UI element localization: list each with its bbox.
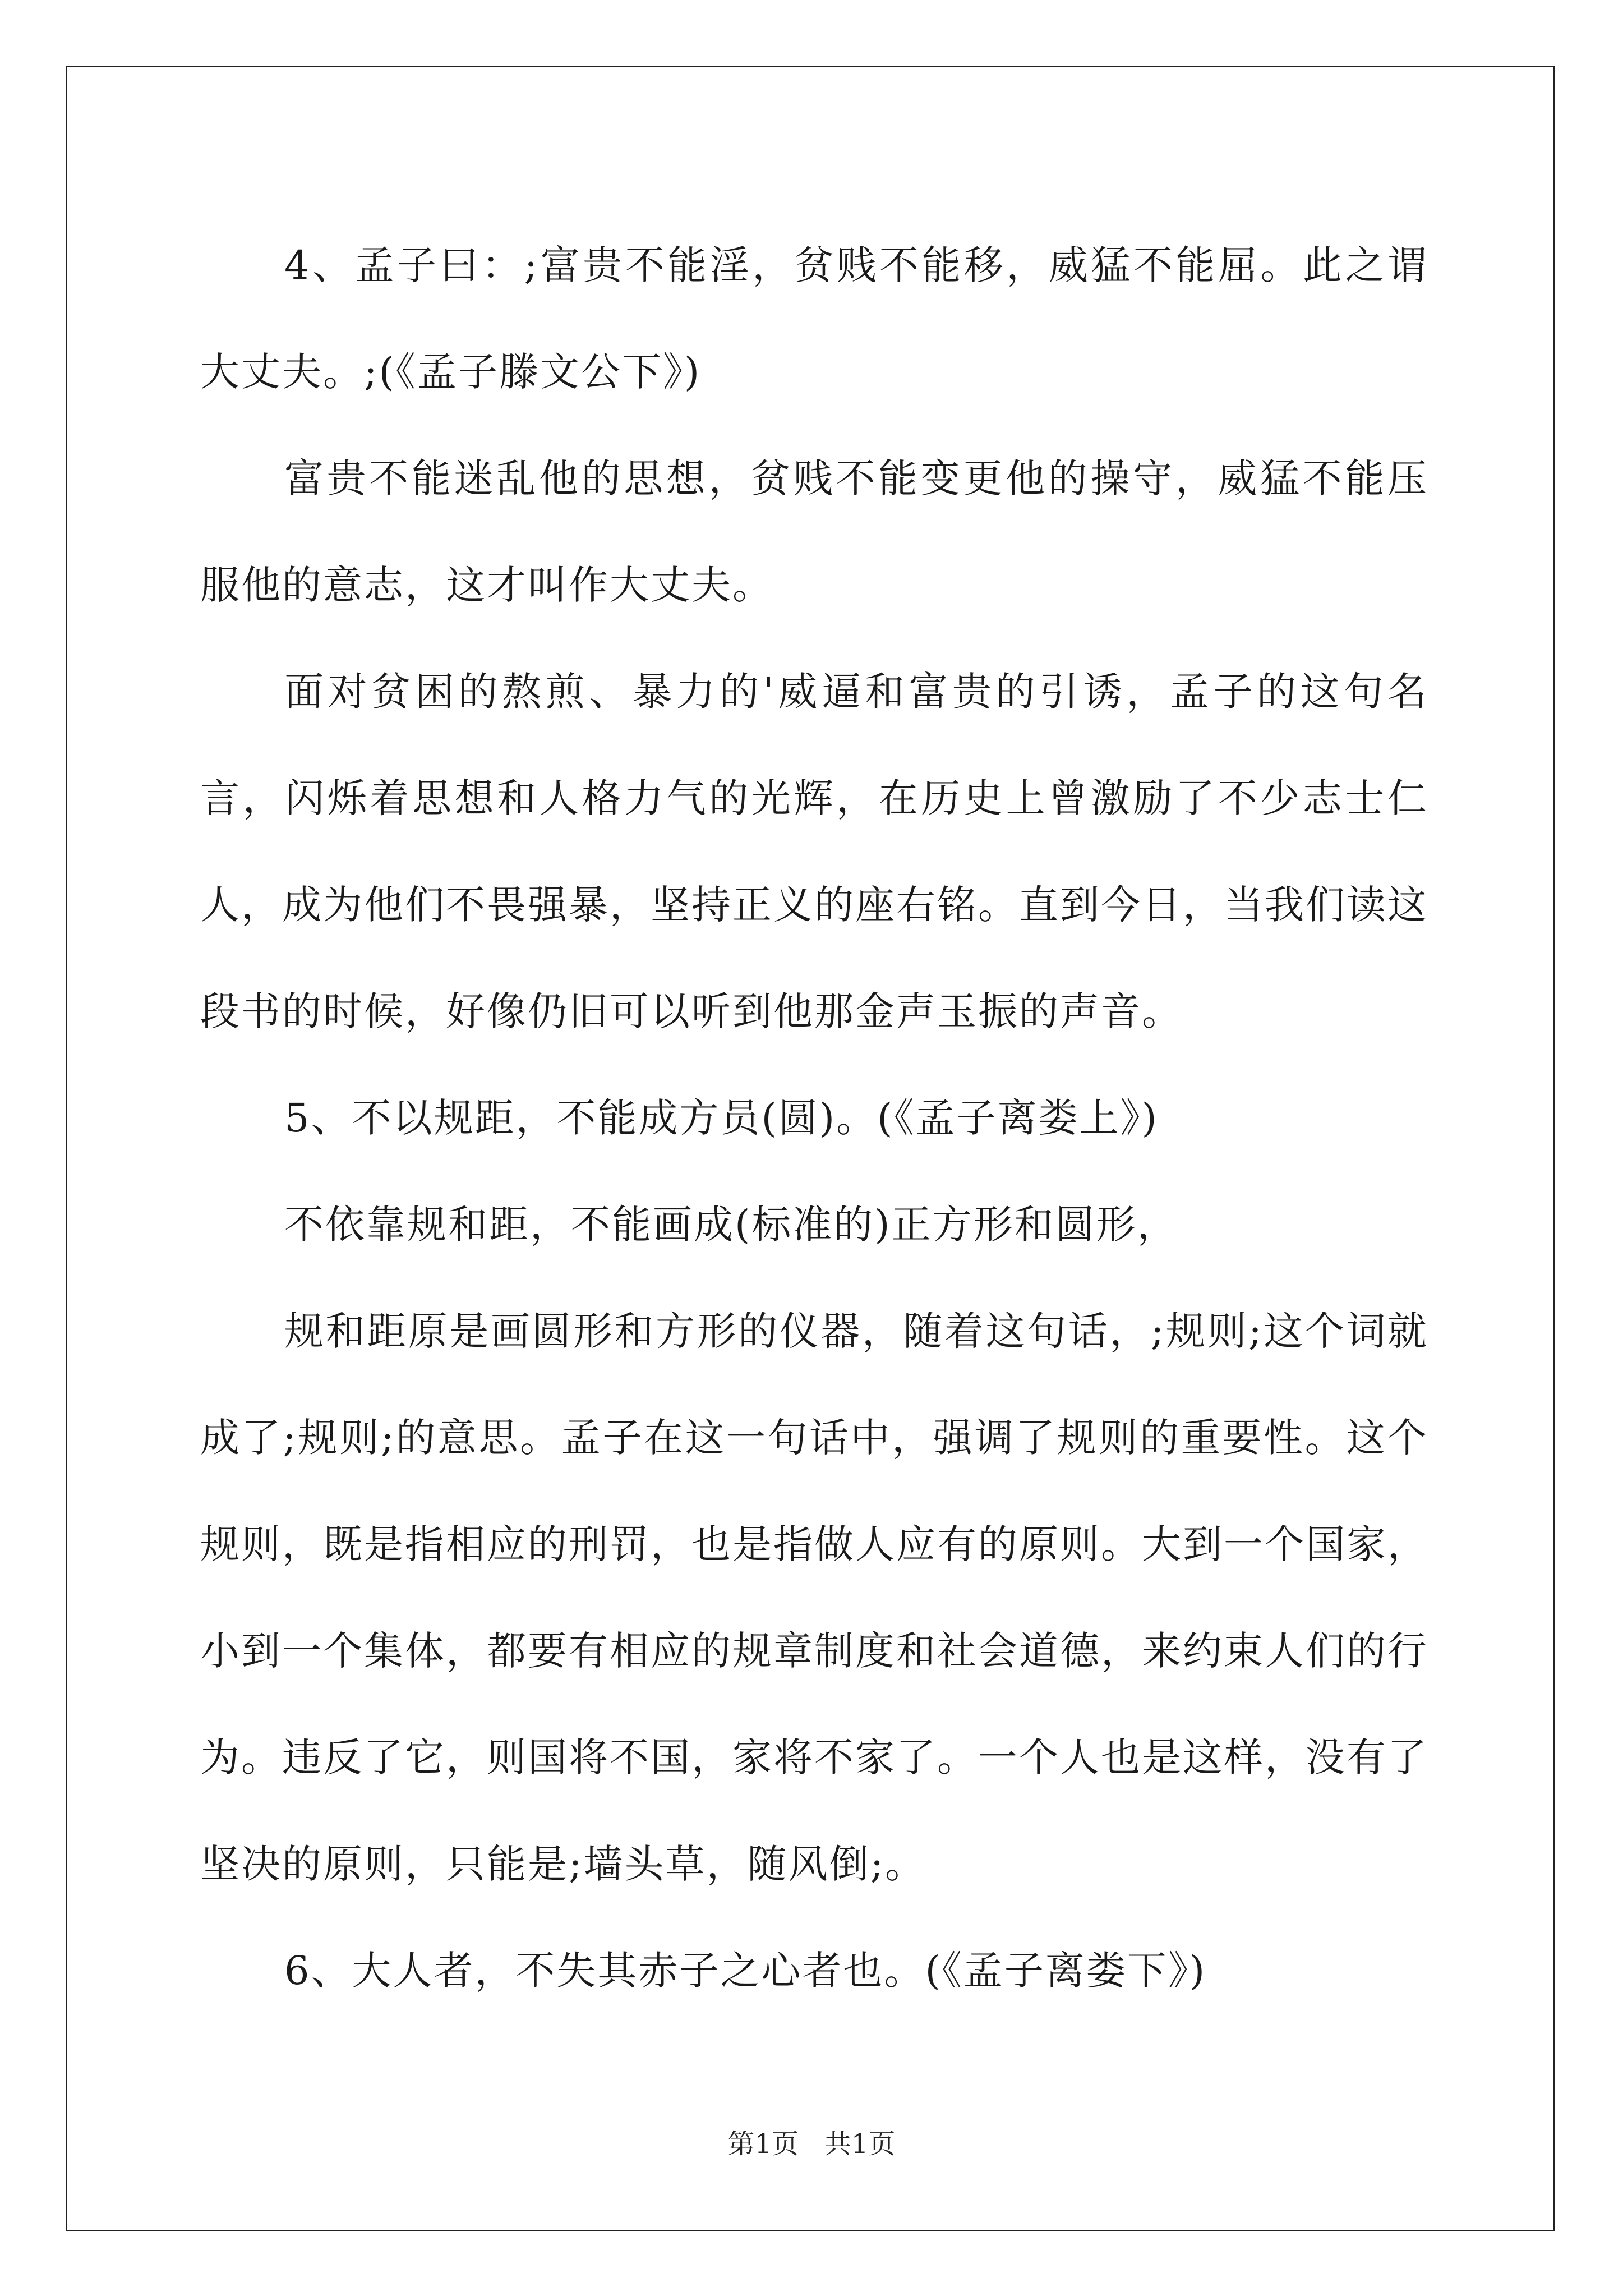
page-number-footer: 第1页 共1页 bbox=[727, 2128, 896, 2160]
paragraph-translation-5: 不依靠规和距，不能画成(标准的)正方形和圆形， bbox=[284, 1202, 1178, 1248]
paragraph-commentary-4: 面对贫困的熬煎、暴力的'威逼和富贵的引诱，孟子的这句名言，闪烁着思想和人格力气的光辉，在历史上曾激励了不少志士仁人，成为他们不畏强暴，坚持正义的座右铭。直到今日，当我们读这段书的时候，好像仍旧可以听到他那金声玉振的声音。 bbox=[200, 669, 1428, 1034]
paragraph-translation-4: 富贵不能迷乱他的思想，贫贱不能变更他的操守，威猛不能压服他的意志，这才叫作大丈夫。 bbox=[200, 455, 1428, 608]
paragraph-commentary-5: 规和距原是画圆形和方形的仪器，随着这句话，;规则;这个词就成了;规则;的意思。孟子在这一句话中，强调了规则的重要性。这个规则，既是指相应的刑罚，也是指做人应有的原则。大到一个国家，小到一个集体，都要有相应的规章制度和社会道德，来约束人们的行为。违反了它，则国将不国，家将不家了。一个人也是这样，没有了坚决的原则，只能是;墙头草，随风倒;。 bbox=[200, 1308, 1428, 1887]
paragraph-mencius-quote-4: 4、孟子曰：;富贵不能淫，贫贱不能移，威猛不能屈。此之谓大丈夫。;(《孟子滕文公下》) bbox=[200, 242, 1428, 395]
paragraph-mencius-quote-6: 6、大人者，不失其赤子之心者也。(《孟子离娄下》) bbox=[284, 1948, 1207, 1994]
paragraph-mencius-quote-5: 5、不以规距，不能成方员(圆)。(《孟子离娄上》) bbox=[284, 1095, 1159, 1141]
document-body bbox=[200, 212, 1428, 2024]
